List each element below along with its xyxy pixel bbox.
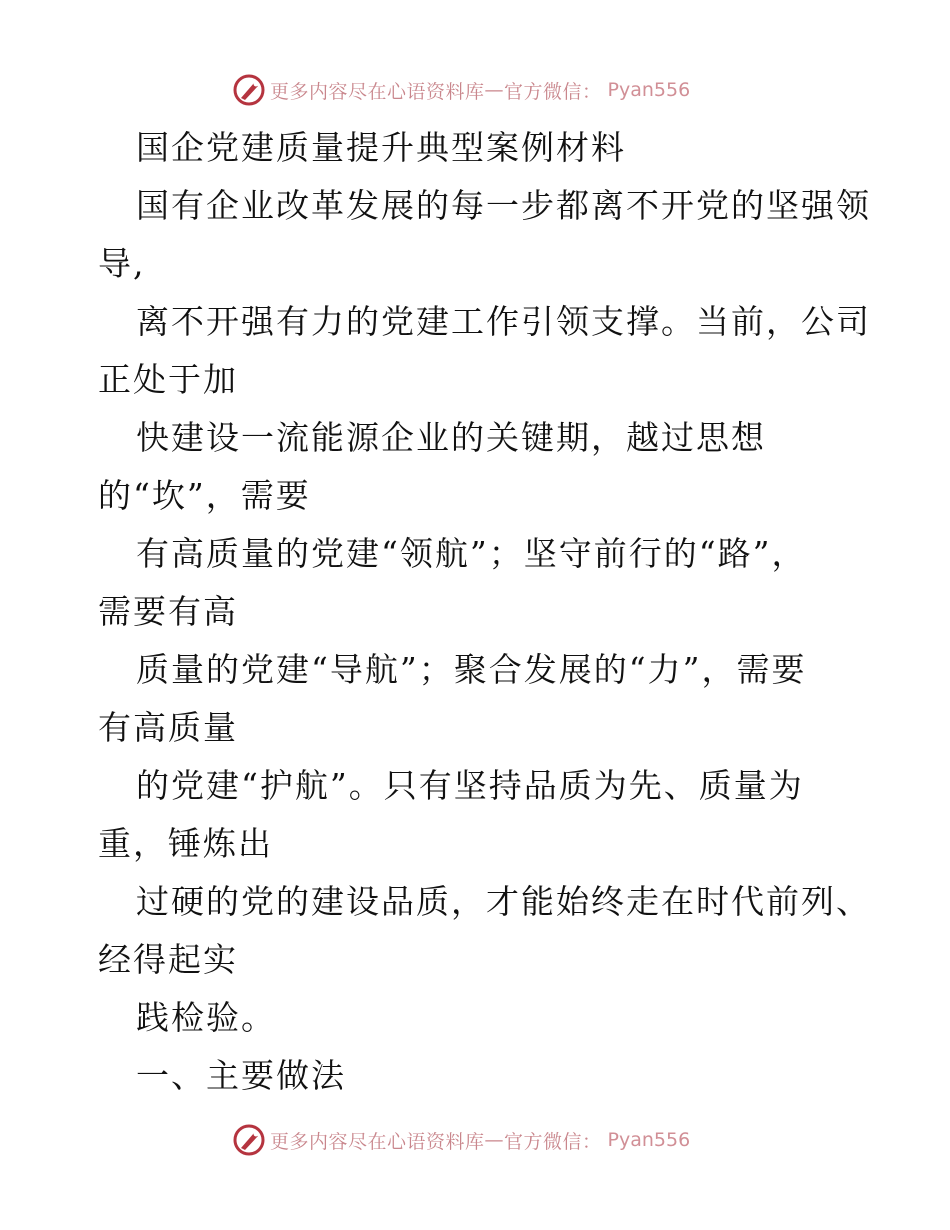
watermark-id: Pyan556 xyxy=(607,1129,691,1151)
watermark-label: 官方微信： xyxy=(504,80,602,103)
watermark-dash: — xyxy=(484,1129,505,1151)
paragraph-line: 重，锤炼出 xyxy=(98,824,273,863)
paragraph-line: 正处于加 xyxy=(98,360,238,399)
paragraph-line: 有高质量的党建“领航”；坚守前行的“路”， xyxy=(136,534,807,573)
document-title: 国企党建质量提升典型案例材料 xyxy=(136,128,626,167)
watermark-label: 官方微信： xyxy=(504,1130,602,1153)
paragraph-line: 导, xyxy=(98,244,146,283)
paragraph-line: 过硬的党的建设品质，才能始终走在时代前列、 xyxy=(136,882,871,921)
pen-logo-icon xyxy=(232,1123,266,1157)
pen-logo-icon xyxy=(232,73,266,107)
paragraph-line: 快建设一流能源企业的关键期，越过思想 xyxy=(136,418,766,457)
watermark-text: 更多内容尽在心语资料库 xyxy=(270,1130,485,1153)
watermark-text: 更多内容尽在心语资料库 xyxy=(270,80,485,103)
watermark-dash: — xyxy=(484,79,505,101)
header-watermark xyxy=(232,72,690,108)
paragraph-line: 经得起实 xyxy=(98,940,238,979)
paragraph-line: 有高质量 xyxy=(98,708,238,747)
section-heading: 一、主要做法 xyxy=(136,1056,346,1095)
paragraph-line: 质量的党建“导航”；聚合发展的“力”，需要 xyxy=(136,650,807,689)
paragraph-line: 需要有高 xyxy=(98,592,238,631)
paragraph-line: 的党建“护航”。只有坚持品质为先、质量为 xyxy=(136,766,804,805)
paragraph-line: 离不开强有力的党建工作引领支撑。当前，公司 xyxy=(136,302,871,341)
paragraph-line: 践检验。 xyxy=(136,998,276,1037)
watermark-id: Pyan556 xyxy=(607,79,691,101)
paragraph-line: 的“坎”，需要 xyxy=(98,476,311,515)
paragraph-line: 国有企业改革发展的每一步都离不开党的坚强领 xyxy=(136,186,871,225)
footer-watermark xyxy=(232,1122,690,1158)
